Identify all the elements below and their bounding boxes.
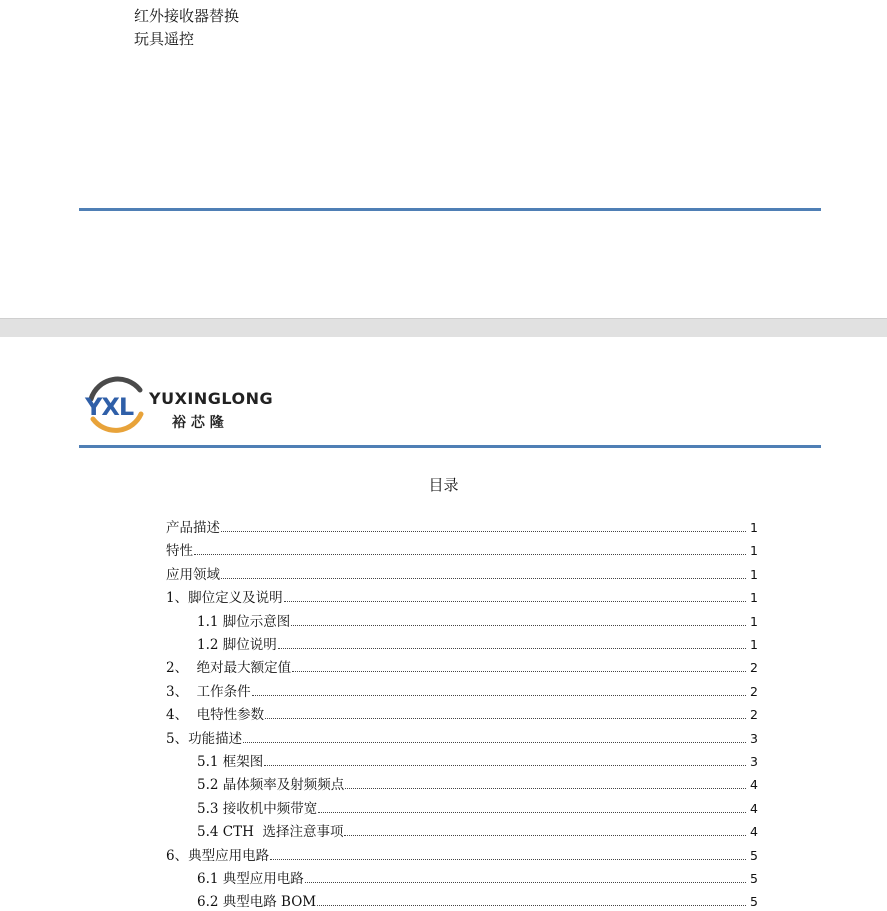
toc-entry-page: 1 xyxy=(750,590,758,606)
toc-title: 目录 xyxy=(428,476,459,494)
toc-entry[interactable] xyxy=(166,587,758,607)
toc-entry-label: 6、典型应用电路 xyxy=(166,847,270,864)
toc-entry-label: 5.4 CTH 选择注意事项 xyxy=(197,824,344,841)
toc-leader-dots xyxy=(270,859,746,860)
toc-leader-dots xyxy=(194,554,746,555)
toc-entry[interactable] xyxy=(166,540,758,560)
toc-leader-dots xyxy=(243,742,746,743)
toc-leader-dots xyxy=(252,695,746,696)
toc-entry-label: 产品描述 xyxy=(166,520,220,536)
toc-leader-dots xyxy=(221,578,746,579)
toc-entry-page: 5 xyxy=(750,847,758,863)
toc-entry-page: 4 xyxy=(750,800,758,816)
toc-entry[interactable] xyxy=(166,517,758,537)
page1-line-2: 玩具遥控 xyxy=(134,30,195,48)
toc-leader-dots xyxy=(292,671,746,672)
toc-entry-page: 3 xyxy=(750,754,758,769)
toc-entry-page: 2 xyxy=(750,683,758,699)
toc-entry-page: 4 xyxy=(750,777,758,793)
toc-entry-page: 5 xyxy=(750,871,758,886)
toc-entry-page: 5 xyxy=(750,894,758,910)
logo-mark: YXL xyxy=(85,393,134,421)
page1-line-1: 红外接收器替换 xyxy=(134,7,240,25)
toc-leader-dots xyxy=(265,718,746,719)
toc-entry-page: 3 xyxy=(750,730,758,746)
toc-entry-page: 4 xyxy=(750,824,758,840)
toc-entry-label: 6.2 典型电路 BOM xyxy=(197,894,317,911)
toc-entry[interactable] xyxy=(197,798,758,818)
document-page-2 xyxy=(0,337,887,909)
toc-leader-dots xyxy=(264,765,746,766)
toc-entry-label: 3、 工作条件 xyxy=(166,683,251,700)
toc-entry-label: 5、功能描述 xyxy=(166,730,243,747)
toc-entry-label: 1.2 脚位说明 xyxy=(197,637,277,653)
toc-leader-dots xyxy=(221,531,746,532)
header-rule xyxy=(79,445,821,448)
document-page-1 xyxy=(0,0,887,318)
toc-entry[interactable] xyxy=(197,611,758,631)
toc-entry[interactable] xyxy=(166,564,758,584)
toc-entry-label: 1、脚位定义及说明 xyxy=(166,590,283,607)
toc-entry[interactable] xyxy=(166,704,758,724)
toc-leader-dots xyxy=(278,648,746,649)
toc-entry-label: 1.1 脚位示意图 xyxy=(197,613,291,630)
company-logo xyxy=(83,373,273,439)
toc-leader-dots xyxy=(345,788,746,789)
toc-entry-label: 5.2 晶体频率及射频频点 xyxy=(197,777,345,794)
toc-entry-label: 5.1 框架图 xyxy=(197,754,264,770)
toc-leader-dots xyxy=(344,835,746,836)
toc-entry-page: 2 xyxy=(750,707,758,723)
toc-entry-page: 1 xyxy=(750,637,758,652)
toc-entry-page: 1 xyxy=(750,520,758,535)
toc-leader-dots xyxy=(305,882,746,883)
logo-company-cn: 裕 芯 隆 xyxy=(172,415,224,431)
page1-footer-rule xyxy=(79,208,821,211)
toc-leader-dots xyxy=(284,601,746,602)
toc-leader-dots xyxy=(318,812,746,813)
toc-entry[interactable] xyxy=(197,821,758,841)
toc-entry-page: 1 xyxy=(750,543,758,559)
toc-entry[interactable] xyxy=(166,657,758,677)
toc-entry-label: 应用领域 xyxy=(166,566,220,583)
toc-entry[interactable] xyxy=(197,751,758,771)
toc-entry-label: 6.1 典型应用电路 xyxy=(197,871,304,887)
toc-entry-label: 特性 xyxy=(166,543,193,560)
toc-leader-dots xyxy=(291,625,746,626)
toc-entry[interactable] xyxy=(166,845,758,865)
page-separator xyxy=(0,318,887,338)
toc-entry[interactable] xyxy=(166,681,758,701)
toc-entry[interactable] xyxy=(197,634,758,654)
toc-entry-page: 2 xyxy=(750,660,758,676)
toc-entry-label: 2、 绝对最大额定值 xyxy=(166,660,292,677)
logo-company-en: YUXINGLONG xyxy=(149,389,273,408)
toc-entry[interactable] xyxy=(197,891,758,911)
toc-entry[interactable] xyxy=(197,868,758,888)
toc-entry-label: 5.3 接收机中频带宽 xyxy=(197,800,318,817)
toc-entry-page: 1 xyxy=(750,613,758,629)
toc-entry-page: 1 xyxy=(750,566,758,582)
toc-leader-dots xyxy=(317,905,746,906)
toc-entry[interactable] xyxy=(197,774,758,794)
toc-entry-label: 4、 电特性参数 xyxy=(166,707,265,724)
toc-entry[interactable] xyxy=(166,728,758,748)
